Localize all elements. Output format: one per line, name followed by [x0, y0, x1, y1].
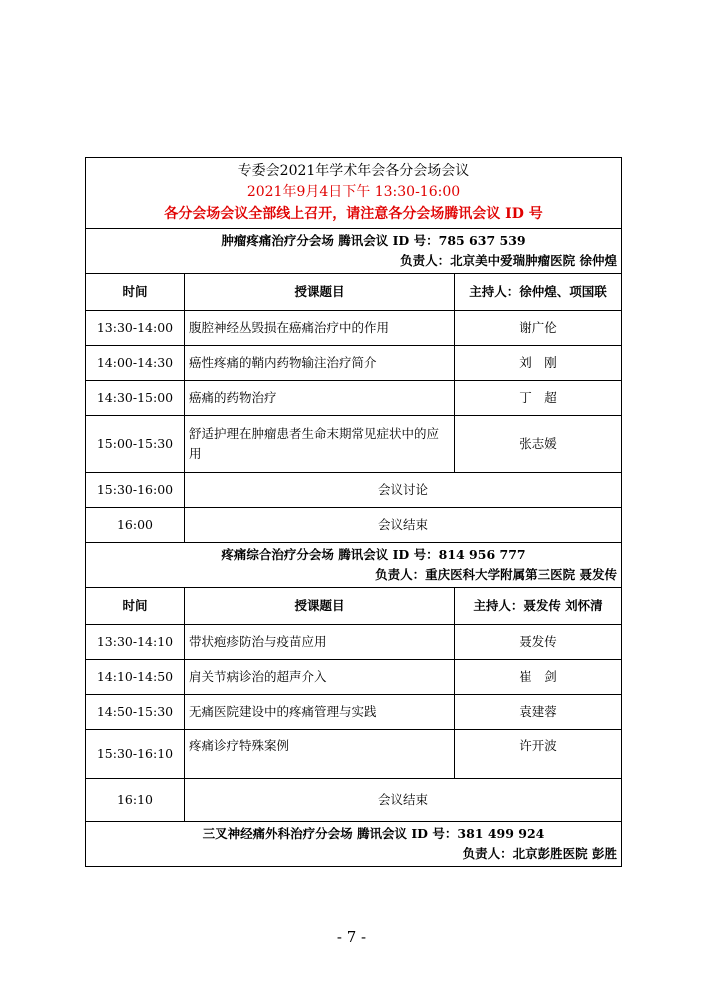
session1-lead: 负责人：北京美中爱瑞肿瘤医院 徐仲煌	[400, 253, 617, 268]
table-row	[86, 508, 622, 543]
discussion-cell: 会议讨论	[185, 473, 622, 508]
time-cell: 13:30-14:00	[86, 311, 185, 346]
time-cell: 15:00-15:30	[86, 416, 185, 473]
time-cell: 16:10	[86, 779, 185, 822]
table-row	[86, 416, 622, 473]
session3-header	[86, 822, 622, 867]
time-cell: 15:30-16:10	[86, 730, 185, 779]
table-row	[86, 779, 622, 822]
session2-col-topic: 授课题目	[185, 588, 455, 625]
session3-name: 三叉神经痛外科治疗分会场 腾讯会议 ID 号：381 499 924	[202, 826, 545, 841]
session1-col-topic: 授课题目	[185, 274, 455, 311]
table-row	[86, 625, 622, 660]
session1-col-host: 主持人：徐仲煌、项国联	[455, 274, 622, 311]
topic-cell: 舒适护理在肿瘤患者生命末期常见症状中的应用	[185, 416, 455, 473]
topic-cell: 癌痛的药物治疗	[185, 381, 455, 416]
time-cell: 16:00	[86, 508, 185, 543]
table-row	[86, 381, 622, 416]
time-cell: 14:00-14:30	[86, 346, 185, 381]
topic-cell: 无痛医院建设中的疼痛管理与实践	[185, 695, 455, 730]
session2-header	[86, 543, 622, 588]
topic-cell: 带状疱疹防治与疫苗应用	[185, 625, 455, 660]
topic-cell: 腹腔神经丛毁损在癌痛治疗中的作用	[185, 311, 455, 346]
speaker-cell: 许开波	[455, 730, 622, 779]
topic-cell: 疼痛诊疗特殊案例	[185, 730, 455, 779]
session2-col-host: 主持人：聂发传 刘怀清	[455, 588, 622, 625]
session1-col-time: 时间	[86, 274, 185, 311]
topic-cell: 肩关节病诊治的超声介入	[185, 660, 455, 695]
speaker-cell: 丁 超	[455, 381, 622, 416]
speaker-cell: 谢广伦	[455, 311, 622, 346]
table-row	[86, 473, 622, 508]
table-row	[86, 660, 622, 695]
session2-name: 疼痛综合治疗分会场 腾讯会议 ID 号：814 956 777	[221, 547, 526, 562]
table-row	[86, 695, 622, 730]
time-cell: 13:30-14:10	[86, 625, 185, 660]
session2-col-time: 时间	[86, 588, 185, 625]
time-cell: 14:10-14:50	[86, 660, 185, 695]
table-row	[86, 346, 622, 381]
speaker-cell: 袁建蓉	[455, 695, 622, 730]
schedule-table	[85, 157, 622, 867]
table-row	[86, 730, 622, 779]
document-title: 专委会2021年学术年会各分会场会议	[237, 163, 470, 179]
session3-lead: 负责人：北京彭胜医院 彭胜	[462, 846, 617, 861]
time-cell: 14:30-15:00	[86, 381, 185, 416]
page-number: - 7 -	[336, 928, 367, 946]
title-block	[86, 158, 622, 229]
topic-cell: 癌性疼痛的鞘内药物输注治疗简介	[185, 346, 455, 381]
session1-header	[86, 229, 622, 274]
time-cell: 15:30-16:00	[86, 473, 185, 508]
closing-cell: 会议结束	[185, 779, 622, 822]
table-row	[86, 311, 622, 346]
session2-lead: 负责人：重庆医科大学附属第三医院 聂发传	[375, 567, 617, 582]
speaker-cell: 聂发传	[455, 625, 622, 660]
speaker-cell: 崔 剑	[455, 660, 622, 695]
closing-cell: 会议结束	[185, 508, 622, 543]
meeting-datetime: 2021年9月4日下午 13:30-16:00	[246, 184, 461, 200]
online-notice: 各分会场会议全部线上召开，请注意各分会场腾讯会议 ID 号	[164, 206, 543, 222]
speaker-cell: 张志媛	[455, 416, 622, 473]
speaker-cell: 刘 刚	[455, 346, 622, 381]
session1-name: 肿瘤疼痛治疗分会场 腾讯会议 ID 号：785 637 539	[221, 233, 526, 248]
time-cell: 14:50-15:30	[86, 695, 185, 730]
